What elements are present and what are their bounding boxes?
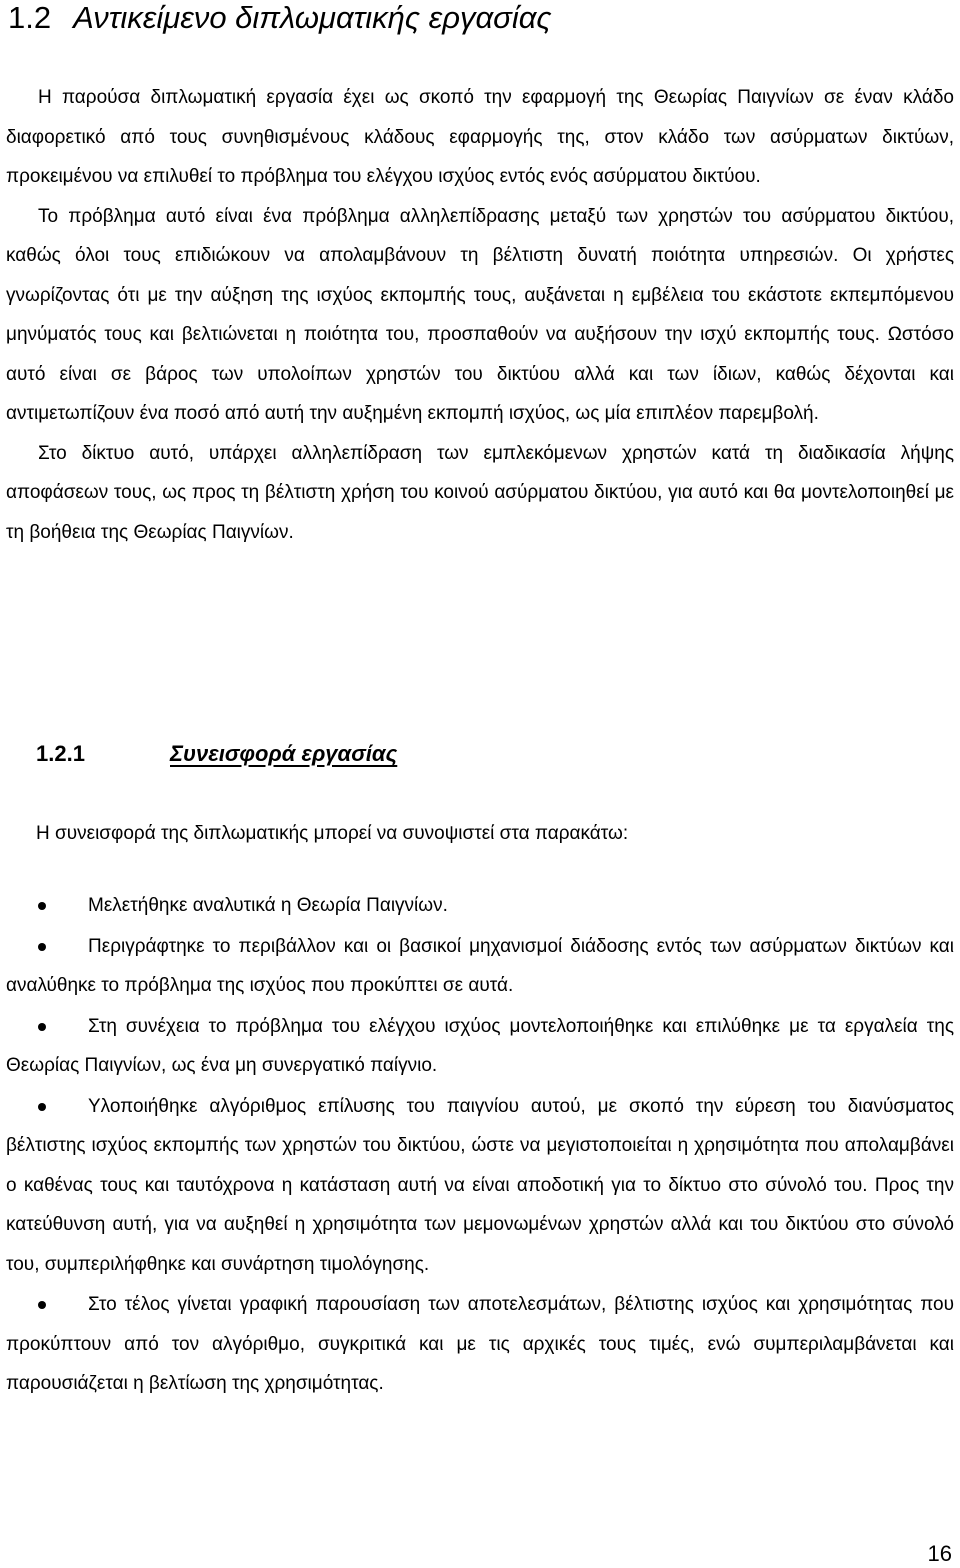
list-item-text: Περιγράφτηκε το περιβάλλον και οι βασικοί μηχανισμοί διάδοσης εντός των ασύρματων δικτύων και αναλύθηκε το πρόβλημα της ισχύος που προκύπτει σε αυτά.: [6, 935, 954, 996]
intro-text: [6, 78, 954, 552]
list-item-text: Υλοποιήθηκε αλγόριθμος επίλυσης του παιγνίου αυτού, με σκοπό την εύρεση του διανύσματος βέλτιστης ισχύος εκπομπής των χρηστών του δικτύου, ώστε να μεγιστοποιείται η χρησιμότητα που απολαμβάνει ο καθένας τους και ταυτόχρονα η κατάσταση αυτή να είναι αποδοτική για το δίκτυο στο σύνολό του. Προς την κατεύθυνση αυτή, για να αυξηθεί η χρησιμότητα των μεμονωμένων χρηστών αλλά και του δικτύου στο σύνολό του, συμπεριλήφθηκε και συνάρτηση τιμολόγησης.: [6, 1095, 954, 1275]
bullet-icon: [38, 943, 46, 951]
section-heading: [8, 0, 551, 36]
subsection-number: 1.2.1: [36, 741, 85, 766]
list-item: [6, 1007, 954, 1086]
paragraph-1: Η παρούσα διπλωματική εργασία έχει ως σκοπό την εφαρμογή της Θεωρίας Παιγνίων σε έναν κλάδο διαφορετικό από τους συνηθισμένους κλάδους εφαρμογής της, στον κλάδο των ασύρματων δικτύων, προκειμένου να επιλυθεί το πρόβλημα του ελέγχου ισχύος εντός ενός ασύρματου δικτύου.: [6, 87, 954, 187]
section-number: 1.2: [8, 0, 52, 35]
subsection-title: Συνεισφορά εργασίας: [170, 741, 398, 766]
list-item-text: Στο τέλος γίνεται γραφική παρουσίαση των αποτελεσμάτων, βέλτιστης ισχύος και χρησιμότητας που προκύπτουν από τον αλγόριθμο, συγκριτικά και με τις αρχικές τους τιμές, ενώ συμπεριλαμβάνεται και παρουσιάζεται η βελτίωση της χρησιμότητας.: [6, 1294, 954, 1394]
bullet-icon: [38, 1023, 46, 1031]
list-item-text: Στη συνέχεια το πρόβλημα του ελέγχου ισχύος μοντελοποιήθηκε και επιλύθηκε με τα εργαλεία της Θεωρίας Παιγνίων, ως ένα μη συνεργατικό παίγνιο.: [6, 1015, 954, 1076]
page-number: 16: [927, 1541, 952, 1566]
list-item: [6, 1087, 954, 1285]
paragraph-2: Το πρόβλημα αυτό είναι ένα πρόβλημα αλληλεπίδρασης μεταξύ των χρηστών του ασύρματου δικτύου, καθώς όλοι τους επιδιώκουν να απολαμβάνουν τη βέλτιστη δυνατή ποιότητα υπηρεσιών. Οι χρήστες γνωρίζοντας ότι με την αύξηση της ισχύος εκπομπής τους, αυξάνεται η εμβέλεια του εκάστοτε εκπεμπόμενου μηνύματός τους και βελτιώνεται η ποιότητα του, προσπαθούν να αυξήσουν την ισχύ εκπομπής τους. Ωστόσο αυτό είναι σε βάρος των υπολοίπων χρηστών του δικτύου αλλά και των ίδιων, καθώς δέχονται και αντιμετωπίζουν ένα ποσό από αυτή την αυξημένη εκπομπή ισχύος, ως μία επιπλέον παρεμβολή.: [6, 205, 954, 424]
list-item-text: Μελετήθηκε αναλυτικά η Θεωρία Παιγνίων.: [88, 895, 448, 916]
list-item: [6, 927, 954, 1006]
bullet-icon: [38, 1103, 46, 1111]
list-item: [6, 886, 954, 926]
contribution-list: [6, 886, 954, 1404]
list-item: [6, 1285, 954, 1404]
subsection-heading: [36, 736, 397, 772]
bullet-icon: [38, 1301, 46, 1309]
bullet-icon: [38, 902, 46, 910]
section-title: Αντικείμενο διπλωματικής εργασίας: [73, 0, 552, 35]
paragraph-3: Στο δίκτυο αυτό, υπάρχει αλληλεπίδραση των εμπλεκόμενων χρηστών κατά τη διαδικασία λήψης αποφάσεων τους, ως προς τη βέλτιστη χρήση του κοινού ασύρματου δικτύου, για αυτό και θα μοντελοποιηθεί με τη βοήθεια της Θεωρίας Παιγνίων.: [6, 442, 954, 543]
contribution-lead: Η συνεισφορά της διπλωματικής μπορεί να συνοψιστεί στα παρακάτω:: [36, 823, 629, 844]
